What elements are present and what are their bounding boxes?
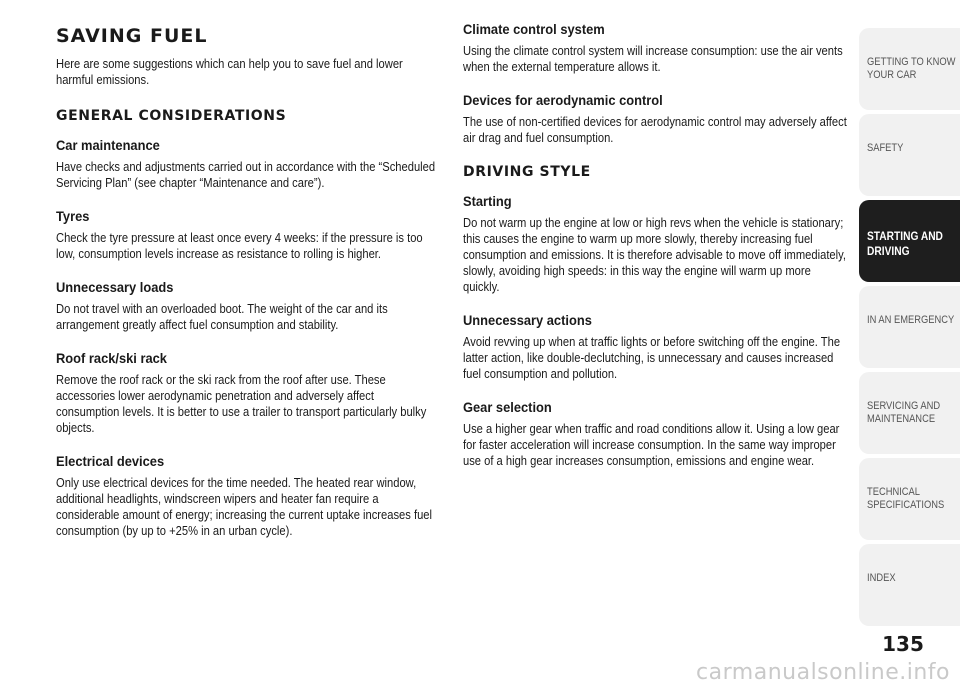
- tab-label: TECHNICAL SPECIFICATIONS: [867, 486, 945, 511]
- text-aerodynamic: The use of non-certified devices for aerodynamic control may adversely affect air drag and fuel consumption.: [463, 114, 847, 145]
- text-car-maintenance: Have checks and adjustments carried out in accordance with the “Scheduled Servicing Plan” (see chapter “Maintenance and care”).: [56, 159, 436, 190]
- section-title-driving-style: DRIVING STYLE: [463, 164, 591, 180]
- text-roof-rack: Remove the roof rack or the ski rack from the roof after use. These accessories lower aerodynamic penetration and adversely affect consumption levels. It is better to use a trailer to transport particularly bulky objects.: [56, 372, 427, 435]
- tab-label: SAFETY: [867, 142, 904, 154]
- text-gear-selection: Use a higher gear when traffic and road conditions allow it. Using a low gear for faster acceleration will increase consumption. In the same way improper use of a high gear increases consumption, emissions and engine wear.: [463, 421, 840, 468]
- text-tyres: Check the tyre pressure at least once every 4 weeks: if the pressure is too low, consumption levels increase as resistance to rolling is higher.: [56, 230, 423, 261]
- tab-label: SERVICING AND MAINTENANCE: [867, 400, 941, 425]
- heading-unnecessary-loads: Unnecessary loads: [56, 279, 174, 295]
- tab-label: IN AN EMERGENCY: [867, 314, 955, 326]
- heading-aerodynamic: Devices for aerodynamic control: [463, 92, 663, 108]
- text-electrical-devices: Only use electrical devices for the time needed. The heated rear window, additional headlights, windscreen wipers and heater fan require a considerable amount of energy; increasing the current uptake increases fuel consumption (by up to +25% in an urban cycle).: [56, 475, 432, 538]
- tab-in-an-emergency[interactable]: [859, 286, 960, 368]
- section-title-general: GENERAL CONSIDERATIONS: [56, 108, 287, 124]
- heading-gear-selection: Gear selection: [463, 399, 552, 415]
- left-column: [56, 20, 440, 555]
- tab-label: GETTING TO KNOW YOUR CAR: [867, 56, 956, 81]
- tab-getting-to-know-your-car[interactable]: [859, 28, 960, 110]
- text-unnecessary-loads: Do not travel with an overloaded boot. The weight of the car and its arrangement greatly affect fuel consumption and stability.: [56, 301, 388, 332]
- text-unnecessary-actions: Avoid revving up when at traffic lights or before switching off the engine. The latter action, like double-declutching, is unnecessary and causes increased fuel consumption and pollution.: [463, 334, 841, 381]
- heading-car-maintenance: Car maintenance: [56, 137, 160, 153]
- tab-safety[interactable]: [859, 114, 960, 196]
- right-column: [463, 20, 851, 485]
- heading-electrical-devices: Electrical devices: [56, 453, 165, 469]
- heading-climate-control: Climate control system: [463, 21, 605, 37]
- page-title: SAVING FUEL: [56, 25, 208, 47]
- tab-technical-specifications[interactable]: [859, 458, 960, 540]
- tab-servicing-and-maintenance[interactable]: [859, 372, 960, 454]
- intro-paragraph: Here are some suggestions which can help you to save fuel and lower harmful emissions.: [56, 56, 403, 87]
- heading-tyres: Tyres: [56, 208, 90, 224]
- text-climate-control: Using the climate control system will increase consumption: use the air vents when the external temperature allows it.: [463, 43, 843, 74]
- page-number: 135: [882, 632, 924, 656]
- tab-index[interactable]: [859, 544, 960, 626]
- heading-starting: Starting: [463, 193, 512, 209]
- heading-unnecessary-actions: Unnecessary actions: [463, 312, 592, 328]
- watermark: carmanualsonline.info: [696, 660, 950, 685]
- text-starting: Do not warm up the engine at low or high revs when the vehicle is stationary; this causes the engine to warm up more slowly, thereby increasing fuel consumption and emissions. It is therefore advisable to move off immediately, slowly, avoiding high speeds: in this way the engine will warm up more quickly.: [463, 215, 847, 294]
- tab-label: STARTING AND DRIVING: [867, 229, 943, 258]
- tab-starting-and-driving[interactable]: [859, 200, 960, 282]
- tab-label: INDEX: [867, 572, 896, 584]
- chapter-tabs: [859, 28, 960, 630]
- heading-roof-rack: Roof rack/ski rack: [56, 350, 167, 366]
